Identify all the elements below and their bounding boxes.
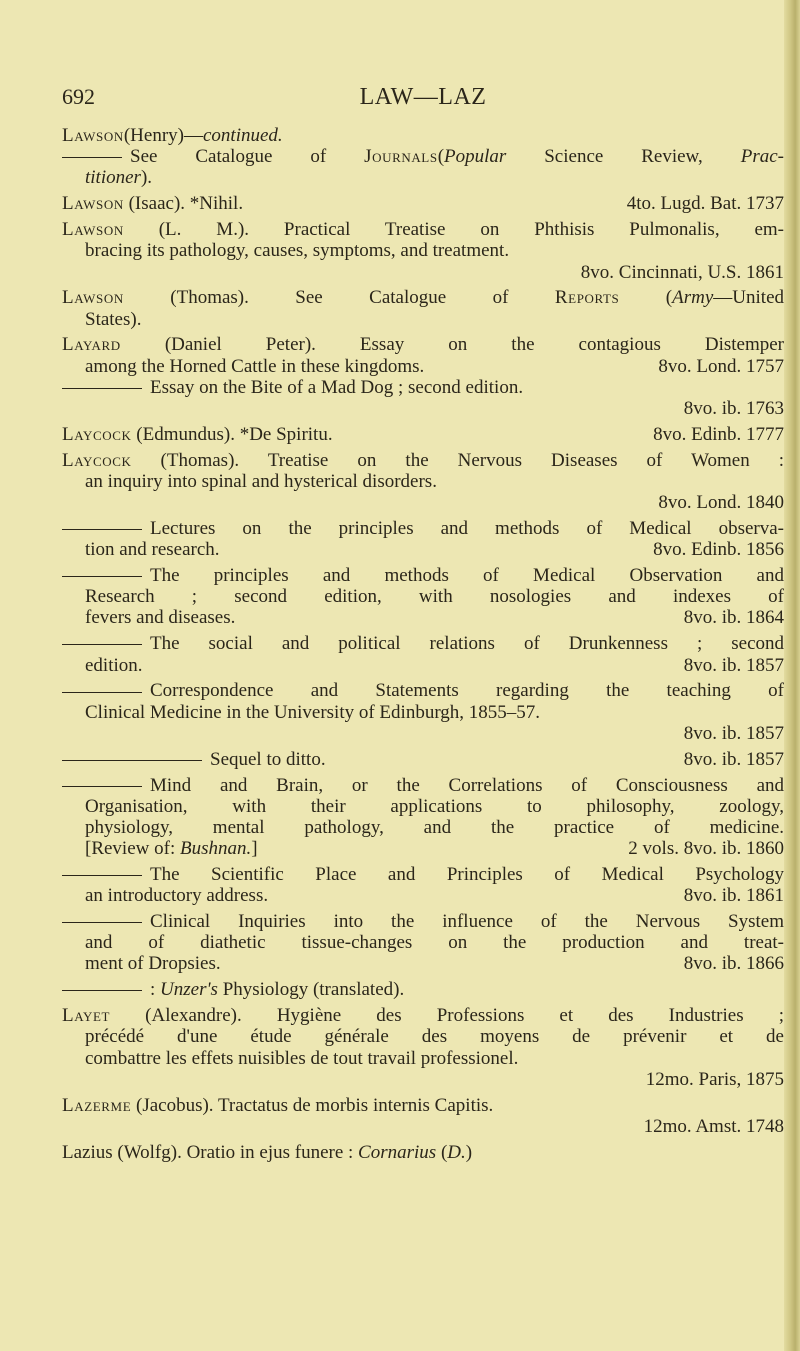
entry-text: ( xyxy=(436,1141,448,1163)
running-title: LAW—LAZ xyxy=(359,84,487,110)
italic-text: Army xyxy=(672,287,714,309)
entry-line xyxy=(62,471,784,492)
author-surname: Lawson xyxy=(62,125,124,146)
entry-line xyxy=(62,749,784,770)
entry-text: Essay on the Bite of a Mad Dog ; second edition. xyxy=(150,376,524,398)
entry-text: fevers and diseases. xyxy=(85,607,236,629)
ditto-dash xyxy=(62,576,142,577)
entry-line xyxy=(62,979,784,1000)
entry-line xyxy=(62,146,784,167)
imprint: 8vo. ib. 1857 xyxy=(683,722,784,744)
entry-line xyxy=(62,775,784,796)
catalogue-entry xyxy=(62,287,784,329)
catalogue-entry xyxy=(62,125,784,189)
entry-text: States). xyxy=(85,308,142,330)
entry-line xyxy=(62,1069,784,1090)
imprint: 8vo. ib. 1866 xyxy=(683,953,784,975)
entry-text: The social and political relations of Drunkenness ; second xyxy=(150,633,784,655)
entry-line xyxy=(62,1026,784,1047)
imprint: 8vo. Edinb. 1777 xyxy=(653,423,784,445)
entry-line xyxy=(62,796,784,817)
entry-line xyxy=(62,1095,784,1116)
ditto-dash xyxy=(62,157,122,158)
entry-text: (Isaac). *Nihil. xyxy=(123,193,244,215)
catalogue-entry xyxy=(62,565,784,629)
catalogue-entry xyxy=(62,749,784,770)
entry-line xyxy=(62,607,784,628)
imprint: 2 vols. 8vo. ib. 1860 xyxy=(628,838,784,860)
italic-text: Cornarius xyxy=(358,1141,437,1163)
book-edge xyxy=(784,0,800,1351)
entry-text: (Daniel Peter). Essay on the contagious Distemper xyxy=(120,334,784,356)
author-surname: Laycock xyxy=(62,449,132,471)
entry-text: and of diathetic tissue-changes on the production and treat- xyxy=(85,932,784,954)
entry-text: Organisation, with their applications to philosophy, zoology, xyxy=(85,795,784,817)
author-surname: Laycock xyxy=(62,423,132,445)
entry-text: ] xyxy=(251,838,258,860)
imprint: 8vo. ib. 1857 xyxy=(683,748,784,770)
entry-line xyxy=(62,167,784,188)
catalogue-entry xyxy=(62,334,784,419)
entry-text: (L. M.). Practical Treatise on Phthisis Pulmonalis, em- xyxy=(123,219,784,241)
entry-line xyxy=(62,864,784,885)
entry-text: The Scientific Place and Principles of Medical Psychology xyxy=(150,863,784,885)
entry-line xyxy=(62,817,784,838)
catalogue-entry xyxy=(62,979,784,1000)
entry-text: combattre les effets nuisibles de tout travail professionel. xyxy=(85,1047,519,1069)
entry-line xyxy=(62,125,784,146)
imprint: 8vo. Lond. 1757 xyxy=(658,355,784,377)
entry-text: ) xyxy=(465,1141,473,1163)
italic-text: continued. xyxy=(202,125,283,146)
imprint: 8vo. Cincinnati, U.S. 1861 xyxy=(580,261,784,283)
italic-text: Unzer's xyxy=(160,979,218,1001)
entry-line xyxy=(62,680,784,701)
entry-text: précédé d'une étude générale des moyens de prévenir et de xyxy=(85,1026,784,1048)
italic-text: D. xyxy=(447,1141,466,1163)
entry-text: (Thomas). Treatise on the Nervous Diseases of Women : xyxy=(131,449,784,471)
entry-text: Lectures on the principles and methods of Medical observa- xyxy=(150,518,784,539)
ditto-dash xyxy=(62,922,142,923)
entry-line xyxy=(62,424,784,445)
entry-line xyxy=(62,1116,784,1137)
catalogue-entry xyxy=(62,775,784,860)
imprint: 12mo. Paris, 1875 xyxy=(645,1068,784,1090)
catalogue-entry xyxy=(62,518,784,560)
imprint: 8vo. ib. 1763 xyxy=(683,398,784,419)
catalogue-entry xyxy=(62,193,784,214)
entry-text: ment of Dropsies. xyxy=(85,953,221,975)
italic-text: Popular xyxy=(444,146,507,168)
entry-line xyxy=(62,885,784,906)
catalogue-entry xyxy=(62,1142,784,1163)
ditto-dash xyxy=(62,388,142,389)
italic-text: Prac- xyxy=(740,146,784,168)
entry-line xyxy=(62,450,784,471)
entry-line xyxy=(62,911,784,932)
entry-line xyxy=(62,377,784,398)
entry-text: Science Review, xyxy=(506,146,741,168)
imprint: 12mo. Amst. 1748 xyxy=(643,1115,784,1137)
imprint: 8vo. ib. 1861 xyxy=(683,885,784,907)
italic-text: Bushnan. xyxy=(179,838,252,860)
catalogue-entry xyxy=(62,911,784,975)
entry-line xyxy=(62,1142,784,1163)
page-header xyxy=(62,84,784,114)
author-surname: Reports xyxy=(554,287,620,309)
catalogue-entry xyxy=(62,1095,784,1137)
entry-line xyxy=(62,492,784,513)
catalogue-entry xyxy=(62,219,784,283)
ditto-dash xyxy=(62,692,142,693)
entry-text: ( xyxy=(619,287,673,309)
entry-line xyxy=(62,219,784,240)
author-surname: Lawson xyxy=(62,193,124,215)
entry-line xyxy=(62,356,784,377)
entry-line xyxy=(62,309,784,330)
entry-text: physiology, mental pathology, and the practice of medicine. xyxy=(85,816,784,838)
catalogue-entry xyxy=(62,680,784,744)
entry-text: —United xyxy=(713,287,785,309)
entry-text: edition. xyxy=(85,654,143,676)
entry-text: The principles and methods of Medical Observation and xyxy=(150,565,784,587)
entry-line xyxy=(62,655,784,676)
author-surname: Lawson xyxy=(62,219,124,241)
catalogue-entry xyxy=(62,1005,784,1090)
entry-text: Mind and Brain, or the Correlations of Consciousness and xyxy=(150,774,784,796)
entry-line xyxy=(62,262,784,283)
catalogue-entry xyxy=(62,424,784,445)
author-surname: Lazerme xyxy=(62,1094,132,1116)
entry-text: See Catalogue of xyxy=(130,146,365,168)
catalogue-entries xyxy=(62,125,784,1168)
imprint: 8vo. Edinb. 1856 xyxy=(653,539,784,561)
entry-line xyxy=(62,565,784,586)
entry-line xyxy=(62,838,784,859)
ditto-dash xyxy=(62,760,202,761)
entry-text: (Thomas). See Catalogue of xyxy=(123,287,555,309)
entry-text: (Jacobus). Tractatus de morbis internis Capitis. xyxy=(131,1094,494,1116)
author-surname: Layard xyxy=(62,334,121,356)
italic-text: titioner xyxy=(85,167,141,189)
ditto-dash xyxy=(62,529,142,530)
entry-line xyxy=(62,953,784,974)
entry-line xyxy=(62,1005,784,1026)
entry-line xyxy=(62,518,784,539)
catalogue-entry xyxy=(62,450,784,514)
imprint: 8vo. ib. 1864 xyxy=(683,607,784,629)
entry-text: bracing its pathology, causes, symptoms, and treatment. xyxy=(85,240,510,262)
catalogue-entry xyxy=(62,864,784,906)
entry-line xyxy=(62,1048,784,1069)
entry-text: [Review of: xyxy=(85,838,180,860)
entry-text: Sequel to ditto. xyxy=(210,748,326,770)
entry-line xyxy=(62,193,784,214)
ditto-dash xyxy=(62,644,142,645)
entry-line xyxy=(62,287,784,308)
entry-line xyxy=(62,398,784,419)
catalogue-entry xyxy=(62,633,784,675)
entry-text: Lazius (Wolfg). Oratio in ejus funere : xyxy=(62,1141,359,1163)
entry-text: ). xyxy=(140,167,153,189)
imprint: 8vo. ib. 1857 xyxy=(683,654,784,676)
entry-text: (Henry)— xyxy=(123,125,203,146)
entry-text: (Alexandre). Hygiène des Professions et des Industries ; xyxy=(110,1005,784,1027)
entry-line xyxy=(62,334,784,355)
entry-line xyxy=(62,586,784,607)
author-surname: Layet xyxy=(62,1005,111,1027)
author-surname: Journals xyxy=(364,146,438,168)
ditto-dash xyxy=(62,786,142,787)
entry-text: (Edmundus). *De Spiritu. xyxy=(131,423,333,445)
entry-line xyxy=(62,539,784,560)
entry-text: Physiology (translated). xyxy=(217,979,405,1001)
imprint: 8vo. Lond. 1840 xyxy=(658,492,784,514)
entry-line xyxy=(62,240,784,261)
entry-line xyxy=(62,723,784,744)
entry-text: : xyxy=(150,979,161,1001)
entry-text: Clinical Medicine in the University of Edinburgh, 1855–57. xyxy=(85,701,541,723)
entry-text: Correspondence and Statements regarding the teaching of xyxy=(150,680,784,702)
entry-text: an introductory address. xyxy=(85,885,269,907)
entry-text: an inquiry into spinal and hysterical disorders. xyxy=(85,470,437,492)
entry-line xyxy=(62,932,784,953)
entry-line xyxy=(62,702,784,723)
ditto-dash xyxy=(62,990,142,991)
entry-text: among the Horned Cattle in these kingdoms. xyxy=(85,355,425,377)
imprint: 4to. Lugd. Bat. 1737 xyxy=(626,193,784,215)
entry-text: ( xyxy=(437,146,445,168)
entry-text: Research ; second edition, with nosologies and indexes of xyxy=(85,586,784,608)
author-surname: Lawson xyxy=(62,287,124,309)
page-number: 692 xyxy=(62,84,95,109)
entry-text: tion and research. xyxy=(85,539,220,561)
entry-text: Clinical Inquiries into the influence of the Nervous System xyxy=(150,911,784,932)
ditto-dash xyxy=(62,875,142,876)
entry-line xyxy=(62,633,784,654)
